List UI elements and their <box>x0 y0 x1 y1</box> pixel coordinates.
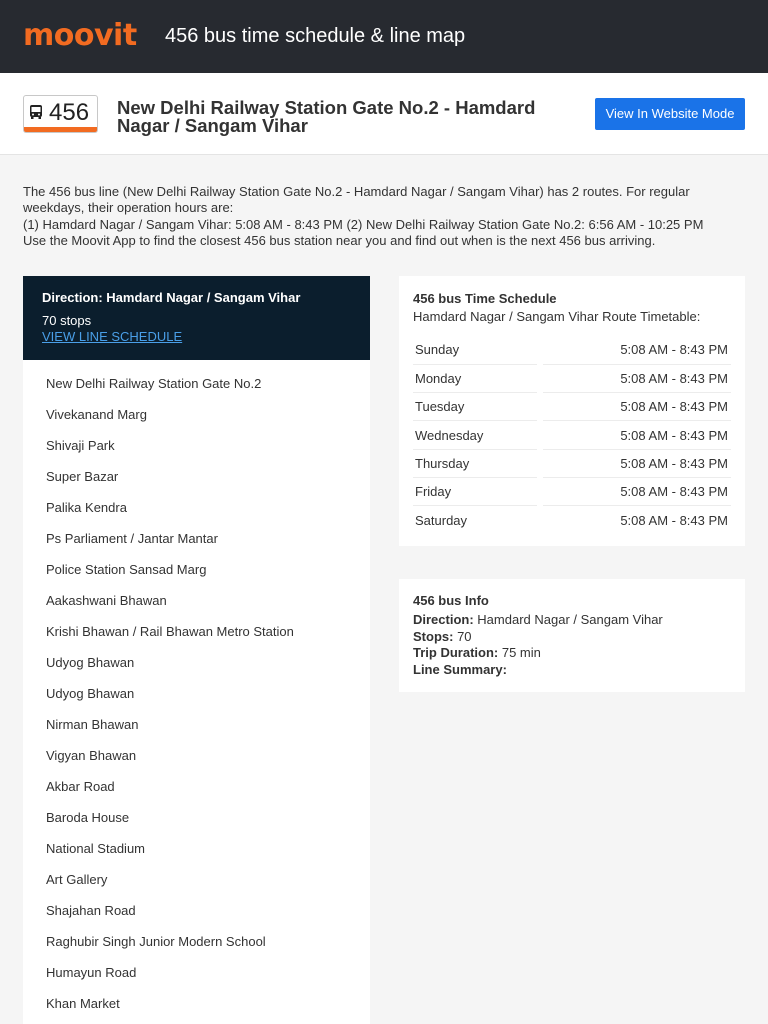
list-item[interactable]: Baroda House <box>46 810 130 825</box>
schedule-day: Sunday <box>413 336 537 364</box>
list-item[interactable]: Krishi Bhawan / Rail Bhawan Metro Station <box>46 624 294 639</box>
view-line-schedule-link[interactable]: VIEW LINE SCHEDULE <box>42 329 183 344</box>
list-item[interactable]: Nirman Bhawan <box>46 717 139 732</box>
page-title: 456 bus time schedule & line map <box>165 25 466 47</box>
schedule-hours: 5:08 AM - 8:43 PM <box>543 421 731 449</box>
info-summary-label: Line Summary: <box>413 662 507 678</box>
direction-title: Direction: Hamdard Nagar / Sangam Vihar <box>42 290 301 305</box>
table-row <box>413 421 731 449</box>
table-row <box>413 393 731 421</box>
list-item[interactable]: Police Station Sansad Marg <box>46 562 207 577</box>
line-badge <box>23 95 98 133</box>
info-duration-value: 75 min <box>501 645 541 661</box>
list-item[interactable]: Khan Market <box>46 996 120 1011</box>
stops-count: 70 stops <box>42 313 92 328</box>
schedule-title: 456 bus Time Schedule <box>413 291 557 306</box>
bus-info-card <box>399 579 745 692</box>
schedule-hours: 5:08 AM - 8:43 PM <box>543 449 731 477</box>
table-row <box>413 364 731 392</box>
info-direction-label: Direction: <box>413 611 474 627</box>
description-line: (1) Hamdard Nagar / Sangam Vihar: 5:08 AM - 8:43 PM (2) New Delhi Railway Station Gate No.2: 6:56 AM - 10:25 PM <box>23 216 704 232</box>
schedule-hours: 5:08 AM - 8:43 PM <box>543 477 731 505</box>
schedule-day: Friday <box>413 477 537 505</box>
top-bar <box>0 0 768 73</box>
description-line: The 456 bus line (New Delhi Railway Station Gate No.2 - Hamdard Nagar / Sangam Vihar) has 2 routes. For regular weekdays, their operation hours are: <box>23 184 690 216</box>
list-item[interactable]: Aakashwani Bhawan <box>46 593 167 608</box>
stops-list <box>23 360 370 1024</box>
list-item[interactable]: Art Gallery <box>46 872 108 887</box>
info-direction-value: Hamdard Nagar / Sangam Vihar <box>477 611 663 627</box>
direction-panel <box>23 276 370 360</box>
description-line: Use the Moovit App to find the closest 456 bus station near you and find out when is the next 456 bus arriving. <box>23 233 656 249</box>
list-item[interactable]: Shajahan Road <box>46 903 136 918</box>
line-header <box>0 73 768 155</box>
list-item[interactable]: Ps Parliament / Jantar Mantar <box>46 531 218 546</box>
schedule-hours: 5:08 AM - 8:43 PM <box>543 364 731 392</box>
time-schedule-card <box>399 276 745 546</box>
list-item[interactable]: Vivekanand Marg <box>46 407 147 422</box>
view-website-mode-button[interactable]: View In Website Mode <box>595 98 745 130</box>
info-stops-value: 70 <box>457 628 472 644</box>
schedule-day: Monday <box>413 364 537 392</box>
list-item[interactable]: Udyog Bhawan <box>46 655 135 670</box>
schedule-table <box>413 336 731 534</box>
table-row <box>413 449 731 477</box>
schedule-day: Saturday <box>415 512 468 528</box>
schedule-hours: 5:08 AM - 8:43 PM <box>543 336 731 364</box>
schedule-day: Wednesday <box>413 421 537 449</box>
line-number: 456 <box>49 99 90 126</box>
info-stops-label: Stops: <box>413 628 454 644</box>
schedule-hours: 5:08 AM - 8:43 PM <box>620 512 728 528</box>
schedule-day: Tuesday <box>413 393 537 421</box>
schedule-day: Thursday <box>413 449 537 477</box>
list-item[interactable]: Raghubir Singh Junior Modern School <box>46 934 266 949</box>
list-item[interactable]: New Delhi Railway Station Gate No.2 <box>46 376 262 391</box>
list-item[interactable]: Udyog Bhawan <box>46 686 135 701</box>
list-item[interactable]: Vigyan Bhawan <box>46 748 137 763</box>
bus-icon <box>28 104 44 120</box>
list-item[interactable]: Super Bazar <box>46 469 119 484</box>
list-item[interactable]: Humayun Road <box>46 965 137 980</box>
table-row <box>413 477 731 505</box>
line-title: New Delhi Railway Station Gate No.2 - Hamdard Nagar / Sangam Vihar <box>117 97 536 136</box>
schedule-subtitle: Hamdard Nagar / Sangam Vihar Route Timetable: <box>413 309 701 324</box>
line-description <box>23 184 745 250</box>
list-item[interactable]: Shivaji Park <box>46 438 115 453</box>
info-duration-label: Trip Duration: <box>413 645 499 661</box>
list-item[interactable]: Palika Kendra <box>46 500 127 515</box>
schedule-hours: 5:08 AM - 8:43 PM <box>543 393 731 421</box>
moovit-logo[interactable]: moovit <box>23 18 137 53</box>
info-title: 456 bus Info <box>413 593 489 608</box>
list-item[interactable]: National Stadium <box>46 841 145 856</box>
table-row <box>413 506 731 534</box>
list-item[interactable]: Akbar Road <box>46 779 115 794</box>
table-row <box>413 336 731 364</box>
